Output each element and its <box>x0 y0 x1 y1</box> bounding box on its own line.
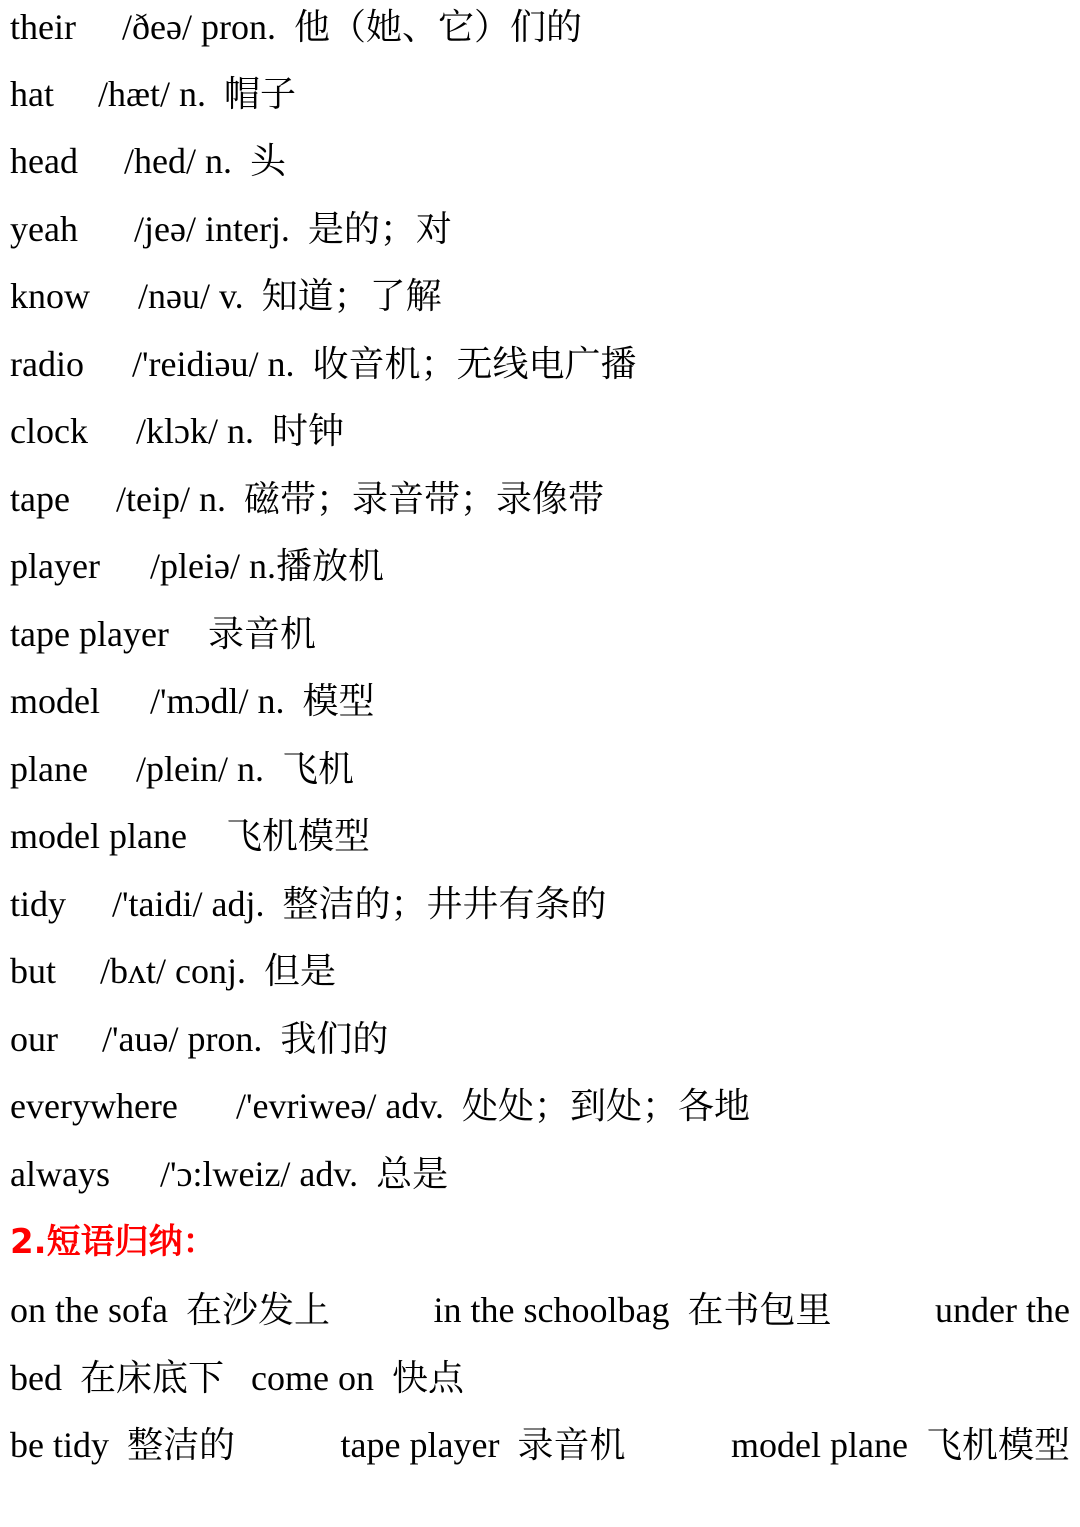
vocab-word: everywhere <box>10 1086 178 1126</box>
phrase-item: be tidy 整洁的 <box>10 1425 235 1465</box>
phrase-item: on the sofa 在沙发上 <box>10 1290 330 1330</box>
vocab-entry <box>10 266 442 326</box>
phrase-line <box>10 1415 1070 1475</box>
vocab-word: model <box>10 681 100 721</box>
vocab-definition: /'taidi/ adj. 整洁的；井井有条的 <box>112 884 607 924</box>
vocab-word: tape player <box>10 614 169 654</box>
vocab-word: tape <box>10 479 70 519</box>
vocab-definition: /'ɔ:lweiz/ adv. 总是 <box>160 1154 449 1194</box>
phrase-line <box>10 1280 1070 1340</box>
vocab-entry <box>10 739 354 799</box>
vocab-entry <box>10 604 316 664</box>
vocab-definition: /'evriweə/ adv. 处处；到处；各地 <box>236 1086 751 1126</box>
vocab-entry <box>10 1076 750 1136</box>
vocab-word: radio <box>10 344 84 384</box>
vocab-definition: 飞机模型 <box>226 816 371 856</box>
vocab-word: yeah <box>10 209 78 249</box>
vocab-word: know <box>10 276 90 316</box>
phrase-item: model plane 飞机模型 <box>731 1425 1070 1465</box>
vocab-definition: /teip/ n. 磁带；录音带；录像带 <box>116 479 604 519</box>
vocab-definition: /'reidiəu/ n. 收音机；无线电广播 <box>132 344 637 384</box>
vocab-entry <box>10 1144 448 1204</box>
vocab-word: head <box>10 141 78 181</box>
vocab-definition: /jeə/ interj. 是的；对 <box>134 209 452 249</box>
phrase-item: tape player 录音机 <box>340 1425 626 1465</box>
vocab-entry <box>10 0 582 57</box>
vocab-entry <box>10 334 636 394</box>
vocab-word: their <box>10 7 76 47</box>
vocab-definition: /'auə/ pron. 我们的 <box>102 1019 389 1059</box>
section-heading: 2.短语归纳： <box>10 1222 217 1262</box>
vocab-word: clock <box>10 411 88 451</box>
vocab-entry <box>10 874 606 934</box>
vocab-entry <box>10 131 286 191</box>
vocab-word: player <box>10 546 100 586</box>
phrase-item: under the <box>935 1290 1070 1330</box>
phrase-item: in the schoolbag 在书包里 <box>433 1290 832 1330</box>
vocab-word: model plane <box>10 816 187 856</box>
vocab-entry <box>10 1009 388 1069</box>
vocab-definition: 录音机 <box>208 614 317 654</box>
vocab-entry <box>10 536 384 596</box>
vocab-definition: /pleiə/ n.播放机 <box>150 546 384 586</box>
vocab-word: tidy <box>10 884 67 924</box>
vocab-word: hat <box>10 74 54 114</box>
phrase-line <box>10 1348 464 1408</box>
vocab-entry <box>10 64 296 124</box>
vocab-entry <box>10 671 374 731</box>
vocab-definition: /'mɔdl/ n. 模型 <box>150 681 375 721</box>
vocab-definition: /bʌt/ conj. 但是 <box>100 951 336 991</box>
vocab-entry <box>10 199 452 259</box>
vocab-word: always <box>10 1154 110 1194</box>
vocab-definition: /plein/ n. 飞机 <box>136 749 354 789</box>
vocab-word: plane <box>10 749 88 789</box>
vocab-definition: /ðeə/ pron. 他（她、它）们的 <box>122 7 582 47</box>
vocab-entry <box>10 941 336 1001</box>
vocab-entry <box>10 469 604 529</box>
vocab-definition: /nəu/ v. 知道；了解 <box>138 276 442 316</box>
vocab-definition: /hæt/ n. 帽子 <box>98 74 297 114</box>
vocab-word: our <box>10 1019 58 1059</box>
vocab-definition: /klɔk/ n. 时钟 <box>136 411 344 451</box>
vocab-entry <box>10 806 370 866</box>
vocab-definition: /hed/ n. 头 <box>124 141 286 181</box>
vocab-entry <box>10 401 344 461</box>
phrase-item: bed 在床底下 come on 快点 <box>10 1358 464 1398</box>
vocab-word: but <box>10 951 57 991</box>
